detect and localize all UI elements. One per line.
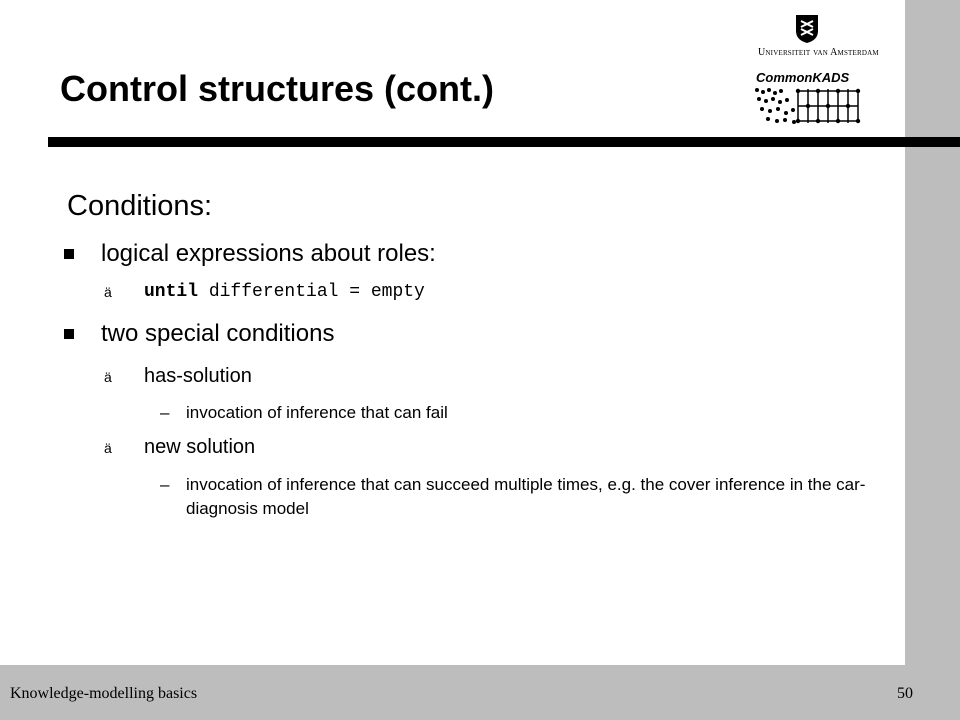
commonkads-wordmark: CommonKADS (756, 70, 850, 85)
sub-bullet-item (104, 365, 252, 388)
detail-item (160, 473, 880, 521)
sub-bullet-item (104, 282, 425, 302)
section-heading: Conditions: (67, 190, 213, 222)
sub-bullet-glyph-icon: ä (104, 368, 112, 385)
footer-page-number: 50 (897, 685, 913, 702)
code-expression (144, 282, 425, 302)
code-keyword: until (144, 282, 199, 302)
sub-bullet-glyph-icon: ä (104, 284, 112, 300)
detail-text: invocation of inference that can succeed multiple times, e.g. the cover inference in the car-diagnosis model (186, 475, 866, 518)
square-bullet-icon (64, 249, 74, 259)
bullet-text: two special conditions (101, 320, 335, 347)
bullet-item (64, 240, 436, 268)
sub-bullet-text: new solution (144, 436, 256, 458)
sub-bullet-text: has-solution (144, 365, 252, 387)
right-frame-bar (905, 0, 960, 720)
detail-item (160, 401, 880, 425)
sub-bullet-glyph-icon: ä (104, 439, 112, 456)
sub-bullet-item (104, 436, 255, 459)
footer-course-title: Knowledge-modelling basics (10, 685, 198, 702)
square-bullet-icon (64, 329, 74, 339)
code-text: differential = empty (198, 282, 425, 302)
bullet-text: logical expressions about roles: (101, 240, 436, 267)
dash-glyph: – (160, 475, 170, 494)
dash-glyph: – (160, 403, 170, 422)
bullet-item (64, 320, 334, 348)
detail-text: invocation of inference that can fail (186, 403, 448, 422)
slide-title: Control structures (cont.) (60, 68, 495, 109)
university-name: Universiteit van Amsterdam (758, 47, 879, 58)
